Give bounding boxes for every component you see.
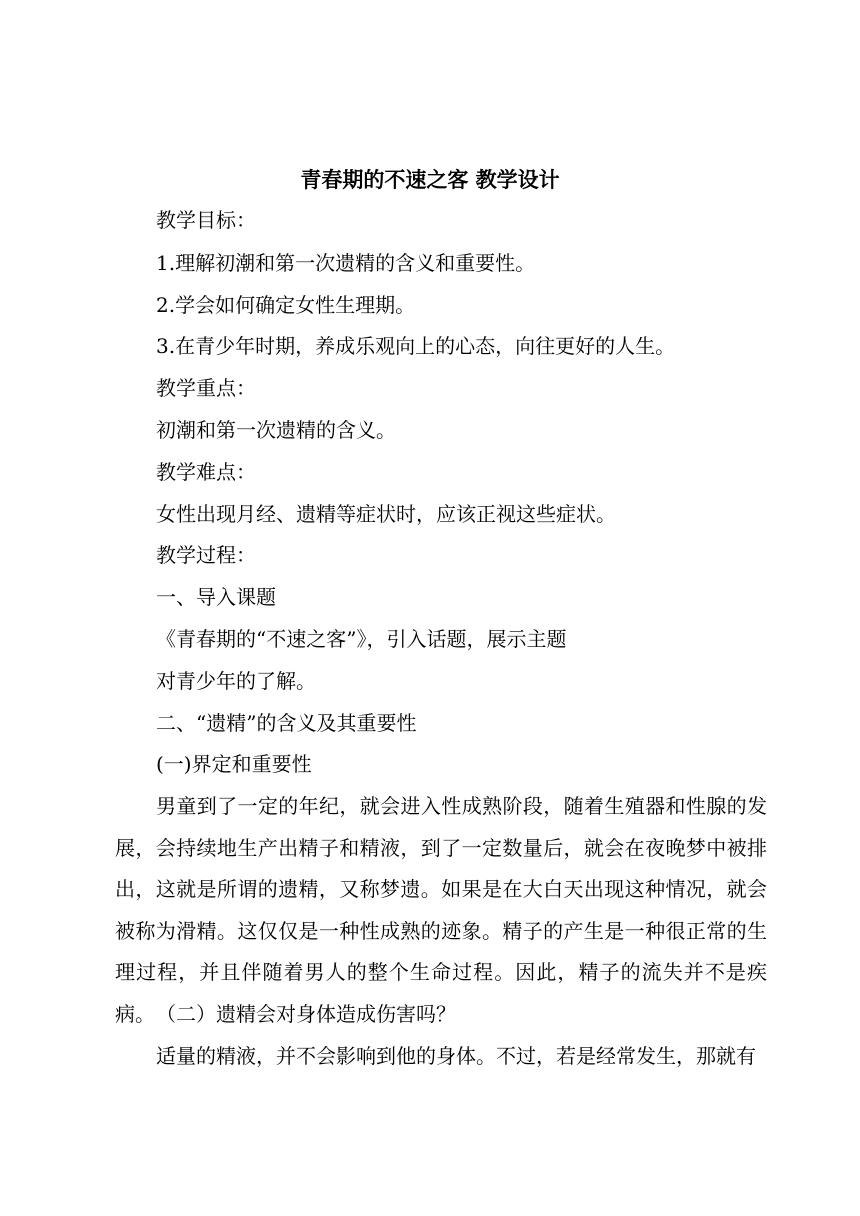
objective-item-3: 3.在青少年时期，养成乐观向上的心态，向往更好的人生。 — [156, 334, 676, 358]
difficulties-text: 女性出现月经、遗精等症状时，应该正视这些症状。 — [156, 502, 616, 526]
subsection2-heading: （二）遗精会对身体造成伤害吗？ — [156, 1002, 456, 1026]
objectives-heading: 教学目标： — [156, 208, 256, 232]
subsection1-paragraph: 男童到了一定的年纪，就会进入性成熟阶段，随着生殖器和性腺的发展，会持续地生产出精子和精液，到了一定数量后，就会在夜晚梦中被排出，这就是所谓的遗精，又称梦遗。如果是在大白天出现这种情况，就会被称为滑精。这仅仅是一种性成熟的迹象。精子的产生是一种很正常的生理过程，并且伴随着男人的整个生命过程。因此，精子的流失并不是疾病。 — [115, 794, 767, 1026]
objective-item-1: 1.理解初潮和第一次遗精的含义和重要性。 — [156, 251, 536, 275]
difficulties-heading: 教学难点： — [156, 460, 256, 484]
section2-heading: 二、“遗精”的含义及其重要性 — [156, 711, 417, 735]
key-points-heading: 教学重点： — [156, 376, 256, 400]
process-heading: 教学过程： — [156, 543, 256, 567]
objective-item-2: 2.学会如何确定女性生理期。 — [156, 293, 416, 317]
subsection1-heading: (一)界定和重要性 — [156, 752, 312, 776]
section1-line-1: 《青春期的“不速之客”》，引入话题，展示主题 — [156, 627, 567, 651]
document-title: 青春期的不速之客 教学设计 — [300, 168, 560, 192]
section1-line-2: 对青少年的了解。 — [156, 669, 316, 693]
section1-heading: 一、导入课题 — [156, 585, 276, 609]
subsection2-paragraph: 适量的精液，并不会影响到他的身体。不过，若是经常发生，那就有 — [156, 1044, 756, 1068]
key-points-text: 初潮和第一次遗精的含义。 — [156, 418, 396, 442]
